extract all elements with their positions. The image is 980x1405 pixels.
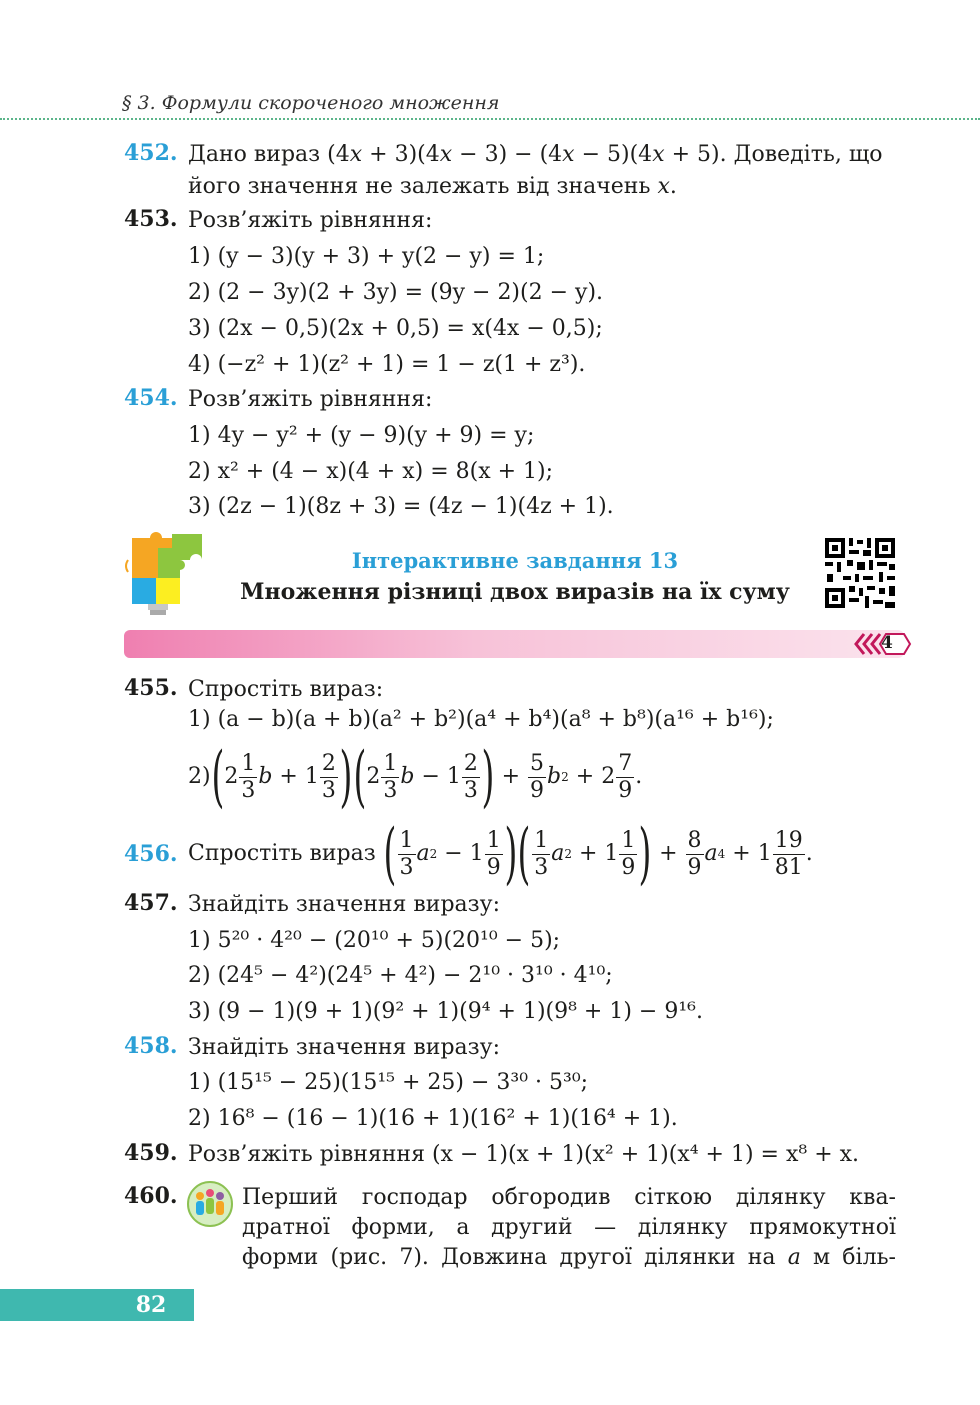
exercise-453-title: Розв’яжіть рівняння: (188, 208, 433, 233)
exercise-452-line-2: його значення не залежать від значень x. (188, 174, 677, 199)
group-work-icon (186, 1180, 234, 1228)
level-number: 4 (881, 633, 893, 653)
exercise-452-line-1: Дано вираз (4x + 3)(4x − 3) − (4x − 5)(4x + 5). Доведіть, що (188, 142, 883, 167)
lightbulb-puzzle-icon (124, 530, 214, 620)
exercise-457-number: 457. (124, 890, 178, 916)
exercise-460-line-1: Перший господар обгородив сіткою ділянку ква- (242, 1185, 896, 1210)
exercise-453-item-3: 3) (2x − 0,5)(2x + 0,5) = x(4x − 0,5); (188, 316, 603, 341)
exercise-457-item-3: 3) (9 − 1)(9 + 1)(9² + 1)(9⁴ + 1)(9⁸ + 1) − 9¹⁶. (188, 999, 703, 1024)
exercise-457-title: Знайдіть значення виразу: (188, 892, 501, 917)
exercise-458-item-1: 1) (15¹⁵ − 25)(15¹⁵ + 25) − 3³⁰ · 5³⁰; (188, 1070, 589, 1095)
qr-code-icon[interactable] (823, 536, 897, 610)
exercise-453-item-1: 1) (y − 3)(y + 3) + y(2 − y) = 1; (188, 244, 545, 269)
exercise-454-number: 454. (124, 385, 178, 411)
interactive-task-title: Інтерактивне завдання 13 (351, 548, 679, 573)
exercise-457-item-1: 1) 5²⁰ · 4²⁰ − (20¹⁰ + 5)(20¹⁰ − 5); (188, 928, 561, 953)
exercise-457-item-2: 2) (24⁵ − 4²)(24⁵ + 4²) − 2¹⁰ · 3¹⁰ · 4¹⁰; (188, 963, 613, 988)
interactive-progress-band (124, 630, 904, 658)
exercise-454-item-2: 2) x² + (4 − x)(4 + x) = 8(x + 1); (188, 459, 554, 484)
exercise-455-number: 455. (124, 675, 178, 701)
interactive-task-subtitle: Множення різниці двох виразів на їх суму (240, 579, 790, 605)
page-number: 82 (135, 1292, 167, 1318)
exercise-453-number: 453. (124, 206, 178, 232)
exercise-455-item-2: 2) ( 2 $\frac{1}{3}$ b + 1 $\frac{2}{3}$ ) ( 2 $\frac{1}{3}$ b − 1 $\frac{2}{3}$ ) + $\frac{5}{9}$ b 2 + 2 $\frac{7}{9}$ . (188, 738, 643, 815)
header-divider (0, 118, 980, 120)
exercise-453-item-4: 4) (−z² + 1)(z² + 1) = 1 − z(1 + z³). (188, 352, 586, 377)
exercise-459-number: 459. (124, 1140, 178, 1166)
exercise-454-item-1: 1) 4y − y² + (y − 9)(y + 9) = y; (188, 423, 535, 448)
exercise-459-text: Розв’яжіть рівняння (x − 1)(x + 1)(x² + 1)(x⁴ + 1) = x⁸ + x. (188, 1142, 860, 1167)
exercise-460-line-2: дратної форми, а другий — ділянку прямокутної (242, 1215, 896, 1240)
running-head: § 3. Формули скороченого множення (122, 92, 500, 114)
exercise-458-item-2: 2) 16⁸ − (16 − 1)(16 + 1)(16² + 1)(16⁴ + 1). (188, 1106, 678, 1131)
exercise-456-number: 456. (124, 841, 178, 867)
exercise-460-line-3: форми (рис. 7). Довжина другої ділянки на a м біль- (242, 1245, 896, 1270)
exercise-456-expression: Спростіть вираз ( $\frac{1}{3}$ a 2 − 1 $\frac{1}{9}$ ) ( $\frac{1}{3}$ a 2 + 1 $\frac{1}{9}$ ) + $\frac{8}{9}$ a 4 + 1 $\frac{19}{81}$ . (188, 815, 813, 892)
exercise-460-number: 460. (124, 1183, 178, 1209)
exercise-458-title: Знайдіть значення виразу: (188, 1035, 501, 1060)
exercise-455-item-1: 1) (a − b)(a + b)(a² + b²)(a⁴ + b⁴)(a⁸ + b⁸)(a¹⁶ + b¹⁶); (188, 707, 774, 732)
exercise-455-title: Спростіть вираз: (188, 677, 384, 702)
exercise-454-title: Розв’яжіть рівняння: (188, 387, 433, 412)
exercise-458-number: 458. (124, 1033, 178, 1059)
exercise-453-item-2: 2) (2 − 3y)(2 + 3y) = (9y − 2)(2 − y). (188, 280, 604, 305)
exercise-454-item-3: 3) (2z − 1)(8z + 3) = (4z − 1)(4z + 1). (188, 494, 614, 519)
exercise-452-number: 452. (124, 140, 178, 166)
